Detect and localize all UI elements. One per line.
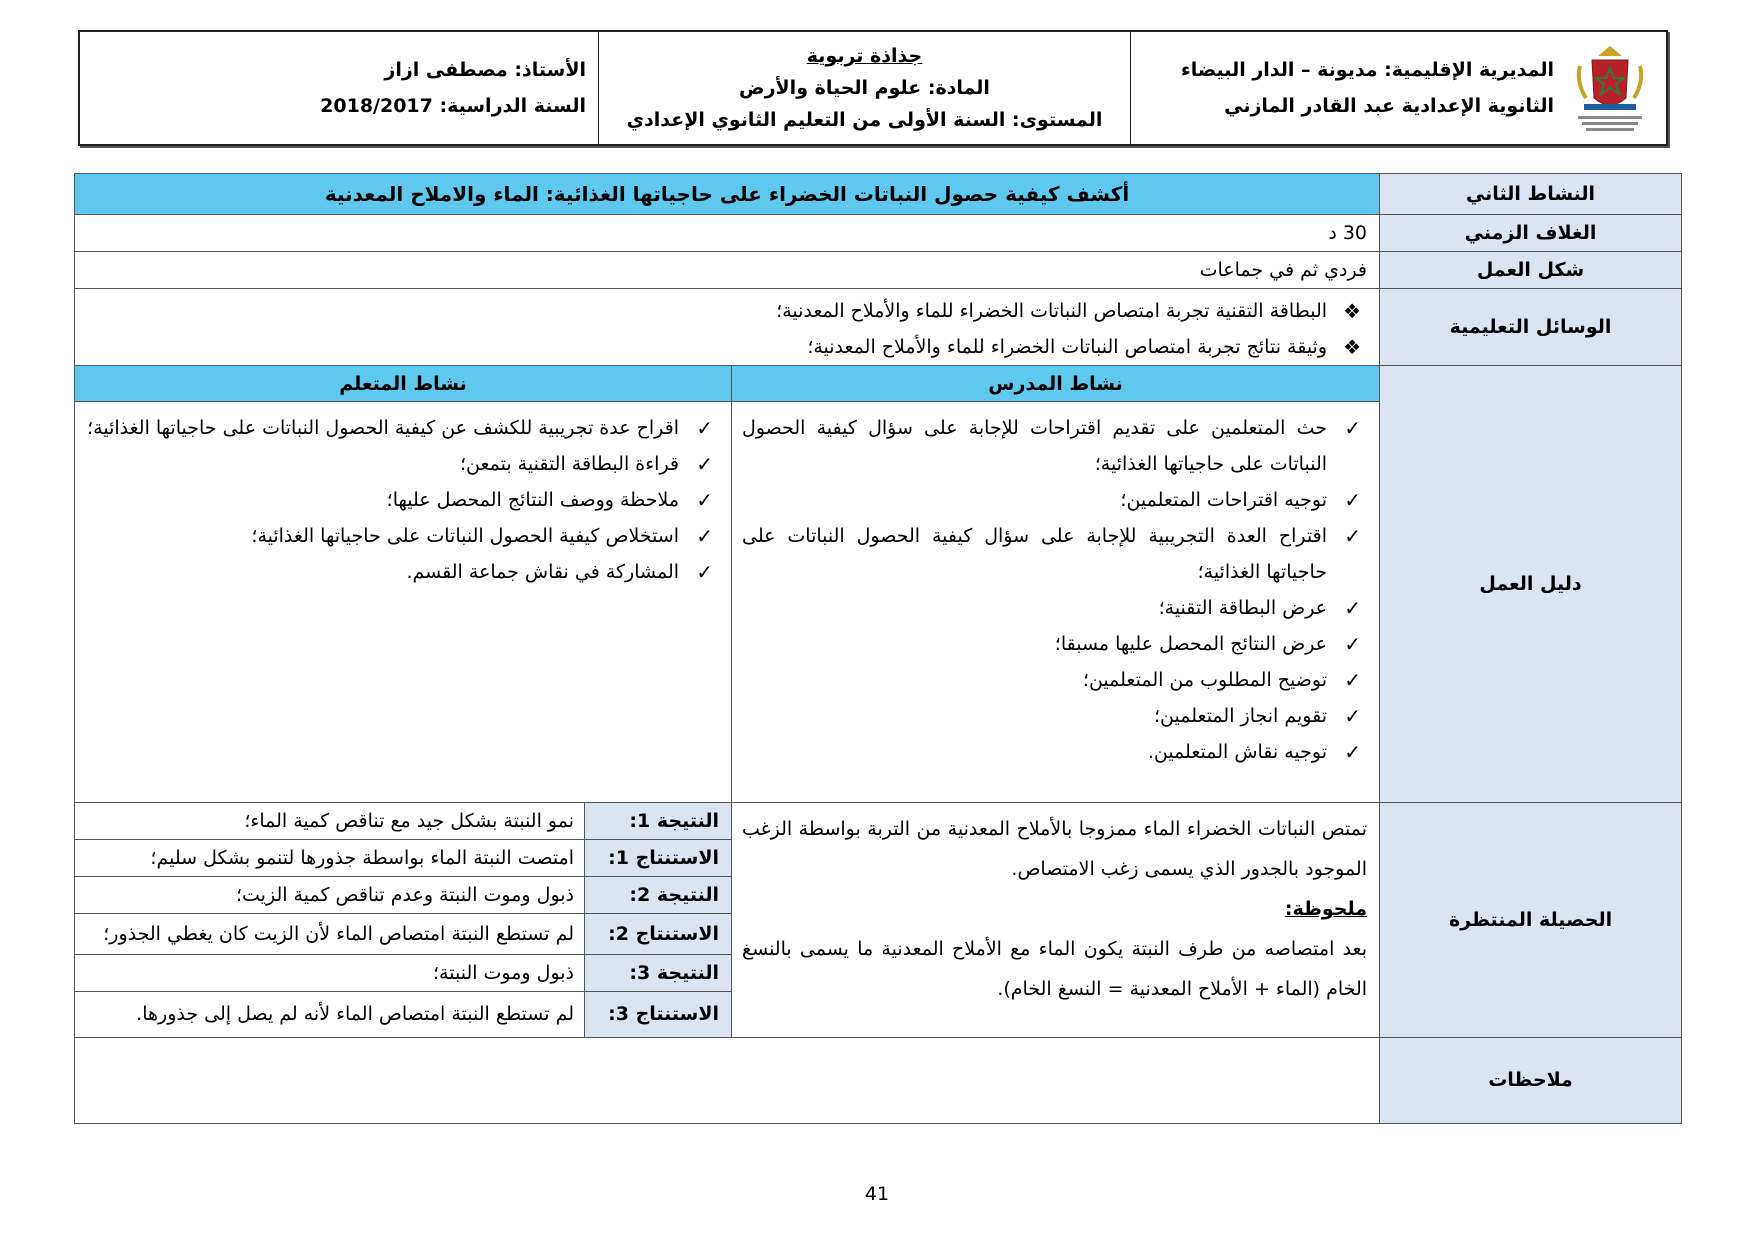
result-label: النتيجة 3: bbox=[585, 955, 732, 992]
time-value: 30 د bbox=[75, 215, 1380, 252]
check-icon: ✓ bbox=[696, 488, 714, 512]
guide-label: دليل العمل bbox=[1380, 366, 1682, 803]
activity-label: النشاط الثاني bbox=[1380, 174, 1682, 215]
results-cell bbox=[75, 803, 732, 1038]
list-item: ✓ اقراح عدة تجريبية للكشف عن كيفية الحصول النباتات على حاجياتها الغذائية؛ bbox=[85, 410, 719, 446]
check-icon: ✓ bbox=[696, 452, 714, 476]
diamond-bullet-icon: ❖ bbox=[1343, 299, 1362, 323]
activity-title: أكشف كيفية حصول النباتات الخضراء على حاجياتها الغذائية: الماء والاملاح المعدنية bbox=[75, 174, 1380, 215]
check-icon: ✓ bbox=[1344, 524, 1362, 548]
check-icon: ✓ bbox=[696, 524, 714, 548]
check-icon: ✓ bbox=[1344, 488, 1362, 512]
header-teacher-cell bbox=[80, 32, 598, 144]
directorate-text: المديرية الإقليمية: مديونة – الدار البيضاء bbox=[1180, 59, 1554, 81]
result-value: ذبول وموت النبتة؛ bbox=[75, 955, 585, 992]
result-label: الاستنتاج 3: bbox=[585, 992, 732, 1037]
result-label: الاستنتاج 2: bbox=[585, 914, 732, 955]
learner-activity-header: نشاط المتعلم bbox=[75, 366, 732, 402]
check-icon: ✓ bbox=[1344, 632, 1362, 656]
list-item: ✓ قراءة البطاقة التقنية بتمعن؛ bbox=[85, 446, 719, 482]
list-item: ❖ وثيقة نتائج تجربة امتصاص النباتات الخضراء للماء والأملاح المعدنية؛ bbox=[85, 329, 1367, 365]
teacher-activity-cell bbox=[732, 402, 1380, 803]
list-item: ✓ استخلاص كيفية الحصول النباتات على حاجياتها الغذائية؛ bbox=[85, 518, 719, 554]
list-item: ✓ المشاركة في نقاش جماعة القسم. bbox=[85, 554, 719, 590]
header-subject-cell bbox=[598, 32, 1130, 144]
list-item: ✓ حث المتعلمين على تقديم اقتراحات للإجابة على سؤال كيفية الحصول النباتات على حاجياتها الغذائية؛ bbox=[742, 410, 1367, 482]
check-icon: ✓ bbox=[1344, 416, 1362, 440]
learner-activity-list bbox=[75, 402, 731, 590]
check-icon: ✓ bbox=[1344, 596, 1362, 620]
table-row bbox=[75, 992, 731, 1037]
moroccan-emblem-icon bbox=[1570, 42, 1650, 134]
teacher-activity-header: نشاط المدرس bbox=[732, 366, 1380, 402]
school-year: السنة الدراسية: 2018/2017 bbox=[320, 95, 586, 117]
result-value: نمو النبتة بشكل جيد مع تناقص كمية الماء؛ bbox=[75, 803, 585, 840]
check-icon: ✓ bbox=[1344, 668, 1362, 692]
outcome-main-text: تمتص النباتات الخضراء الماء ممزوجا بالأملاح المعدنية من التربة بواسطة الزغب الموجود بالجدور الذي يسمى زغب الامتصاص. bbox=[742, 818, 1368, 880]
level-text: المستوى: السنة الأولى من التعليم الثانوي الإعدادي bbox=[626, 109, 1103, 131]
result-label: الاستنتاج 1: bbox=[585, 840, 732, 877]
list-item: ✓ اقتراح العدة التجريبية للإجابة على سؤال كيفية الحصول النباتات على حاجياتها الغذائية؛ bbox=[742, 518, 1367, 590]
header-directorate-cell bbox=[1130, 32, 1666, 144]
school-name: الثانوية الإعدادية عبد القادر المازني bbox=[1224, 95, 1554, 117]
header-box bbox=[78, 30, 1668, 146]
table-row bbox=[75, 840, 731, 877]
result-value: لم تستطع النبتة امتصاص الماء لأن الزيت كان يغطي الجذور؛ bbox=[75, 914, 585, 955]
list-item: ❖ البطاقة التقنية تجربة امتصاص النباتات الخضراء للماء والأملاح المعدنية؛ bbox=[85, 293, 1367, 329]
resources-label: الوسائل التعليمية bbox=[1380, 289, 1682, 366]
learner-activity-cell bbox=[75, 402, 732, 803]
outcomes-label: الحصيلة المنتظرة bbox=[1380, 803, 1682, 1038]
page-number: 41 bbox=[864, 1183, 890, 1205]
remarks-label: ملاحظات bbox=[1380, 1037, 1682, 1123]
check-icon: ✓ bbox=[1344, 740, 1362, 764]
list-item: ✓ ملاحظة ووصف النتائج المحصل عليها؛ bbox=[85, 482, 719, 518]
table-row bbox=[75, 877, 731, 914]
check-icon: ✓ bbox=[1344, 704, 1362, 728]
list-item: ✓ توضيح المطلوب من المتعلمين؛ bbox=[742, 662, 1367, 698]
list-item: ✓ عرض النتائج المحصل عليها مسبقا؛ bbox=[742, 626, 1367, 662]
table-row bbox=[75, 914, 731, 955]
list-item: ✓ تقويم انجاز المتعلمين؛ bbox=[742, 698, 1367, 734]
list-item: ✓ عرض البطاقة التقنية؛ bbox=[742, 590, 1367, 626]
result-value: لم تستطع النبتة امتصاص الماء لأنه لم يصل إلى جذورها. bbox=[136, 1003, 575, 1026]
lesson-plan-table bbox=[74, 173, 1682, 1124]
result-label: النتيجة 2: bbox=[585, 877, 732, 914]
teacher-name: الأستاذ: مصطفى ازاز bbox=[384, 59, 586, 81]
outcome-note-label: ملحوظة: bbox=[1284, 898, 1368, 920]
table-row bbox=[75, 803, 731, 840]
result-value: ذبول وموت النبتة وعدم تناقص كمية الزيت؛ bbox=[75, 877, 585, 914]
work-form-value: فردي ثم في جماعات bbox=[75, 252, 1380, 289]
list-item: ✓ توجيه اقتراحات المتعلمين؛ bbox=[742, 482, 1367, 518]
outcomes-text-cell bbox=[732, 803, 1380, 1038]
resources-list bbox=[75, 289, 1379, 365]
result-label: النتيجة 1: bbox=[585, 803, 732, 840]
diamond-bullet-icon: ❖ bbox=[1343, 335, 1362, 359]
work-form-label: شكل العمل bbox=[1380, 252, 1682, 289]
resources-cell bbox=[75, 289, 1380, 366]
time-label: الغلاف الزمني bbox=[1380, 215, 1682, 252]
result-value: امتصت النبتة الماء بواسطة جذورها لتنمو بشكل سليم؛ bbox=[75, 840, 585, 877]
outcomes-text bbox=[732, 803, 1379, 1009]
subject-text: المادة: علوم الحياة والأرض bbox=[739, 77, 990, 99]
list-item: ✓ توجيه نقاش المتعلمين. bbox=[742, 734, 1367, 770]
remarks-value[interactable] bbox=[75, 1037, 1380, 1123]
ministry-logo bbox=[1564, 40, 1656, 136]
table-row bbox=[75, 955, 731, 992]
check-icon: ✓ bbox=[696, 416, 714, 440]
sheet-title: جذاذة تربوية bbox=[806, 45, 923, 67]
check-icon: ✓ bbox=[696, 560, 714, 584]
teacher-activity-list bbox=[732, 402, 1379, 770]
outcome-note-text: بعد امتصاصه من طرف النبتة يكون الماء مع الأملاح المعدنية ما يسمى بالنسغ الخام (الماء + الأملاح المعدنية = النسغ الخام). bbox=[742, 938, 1368, 1000]
results-table bbox=[75, 803, 731, 1037]
